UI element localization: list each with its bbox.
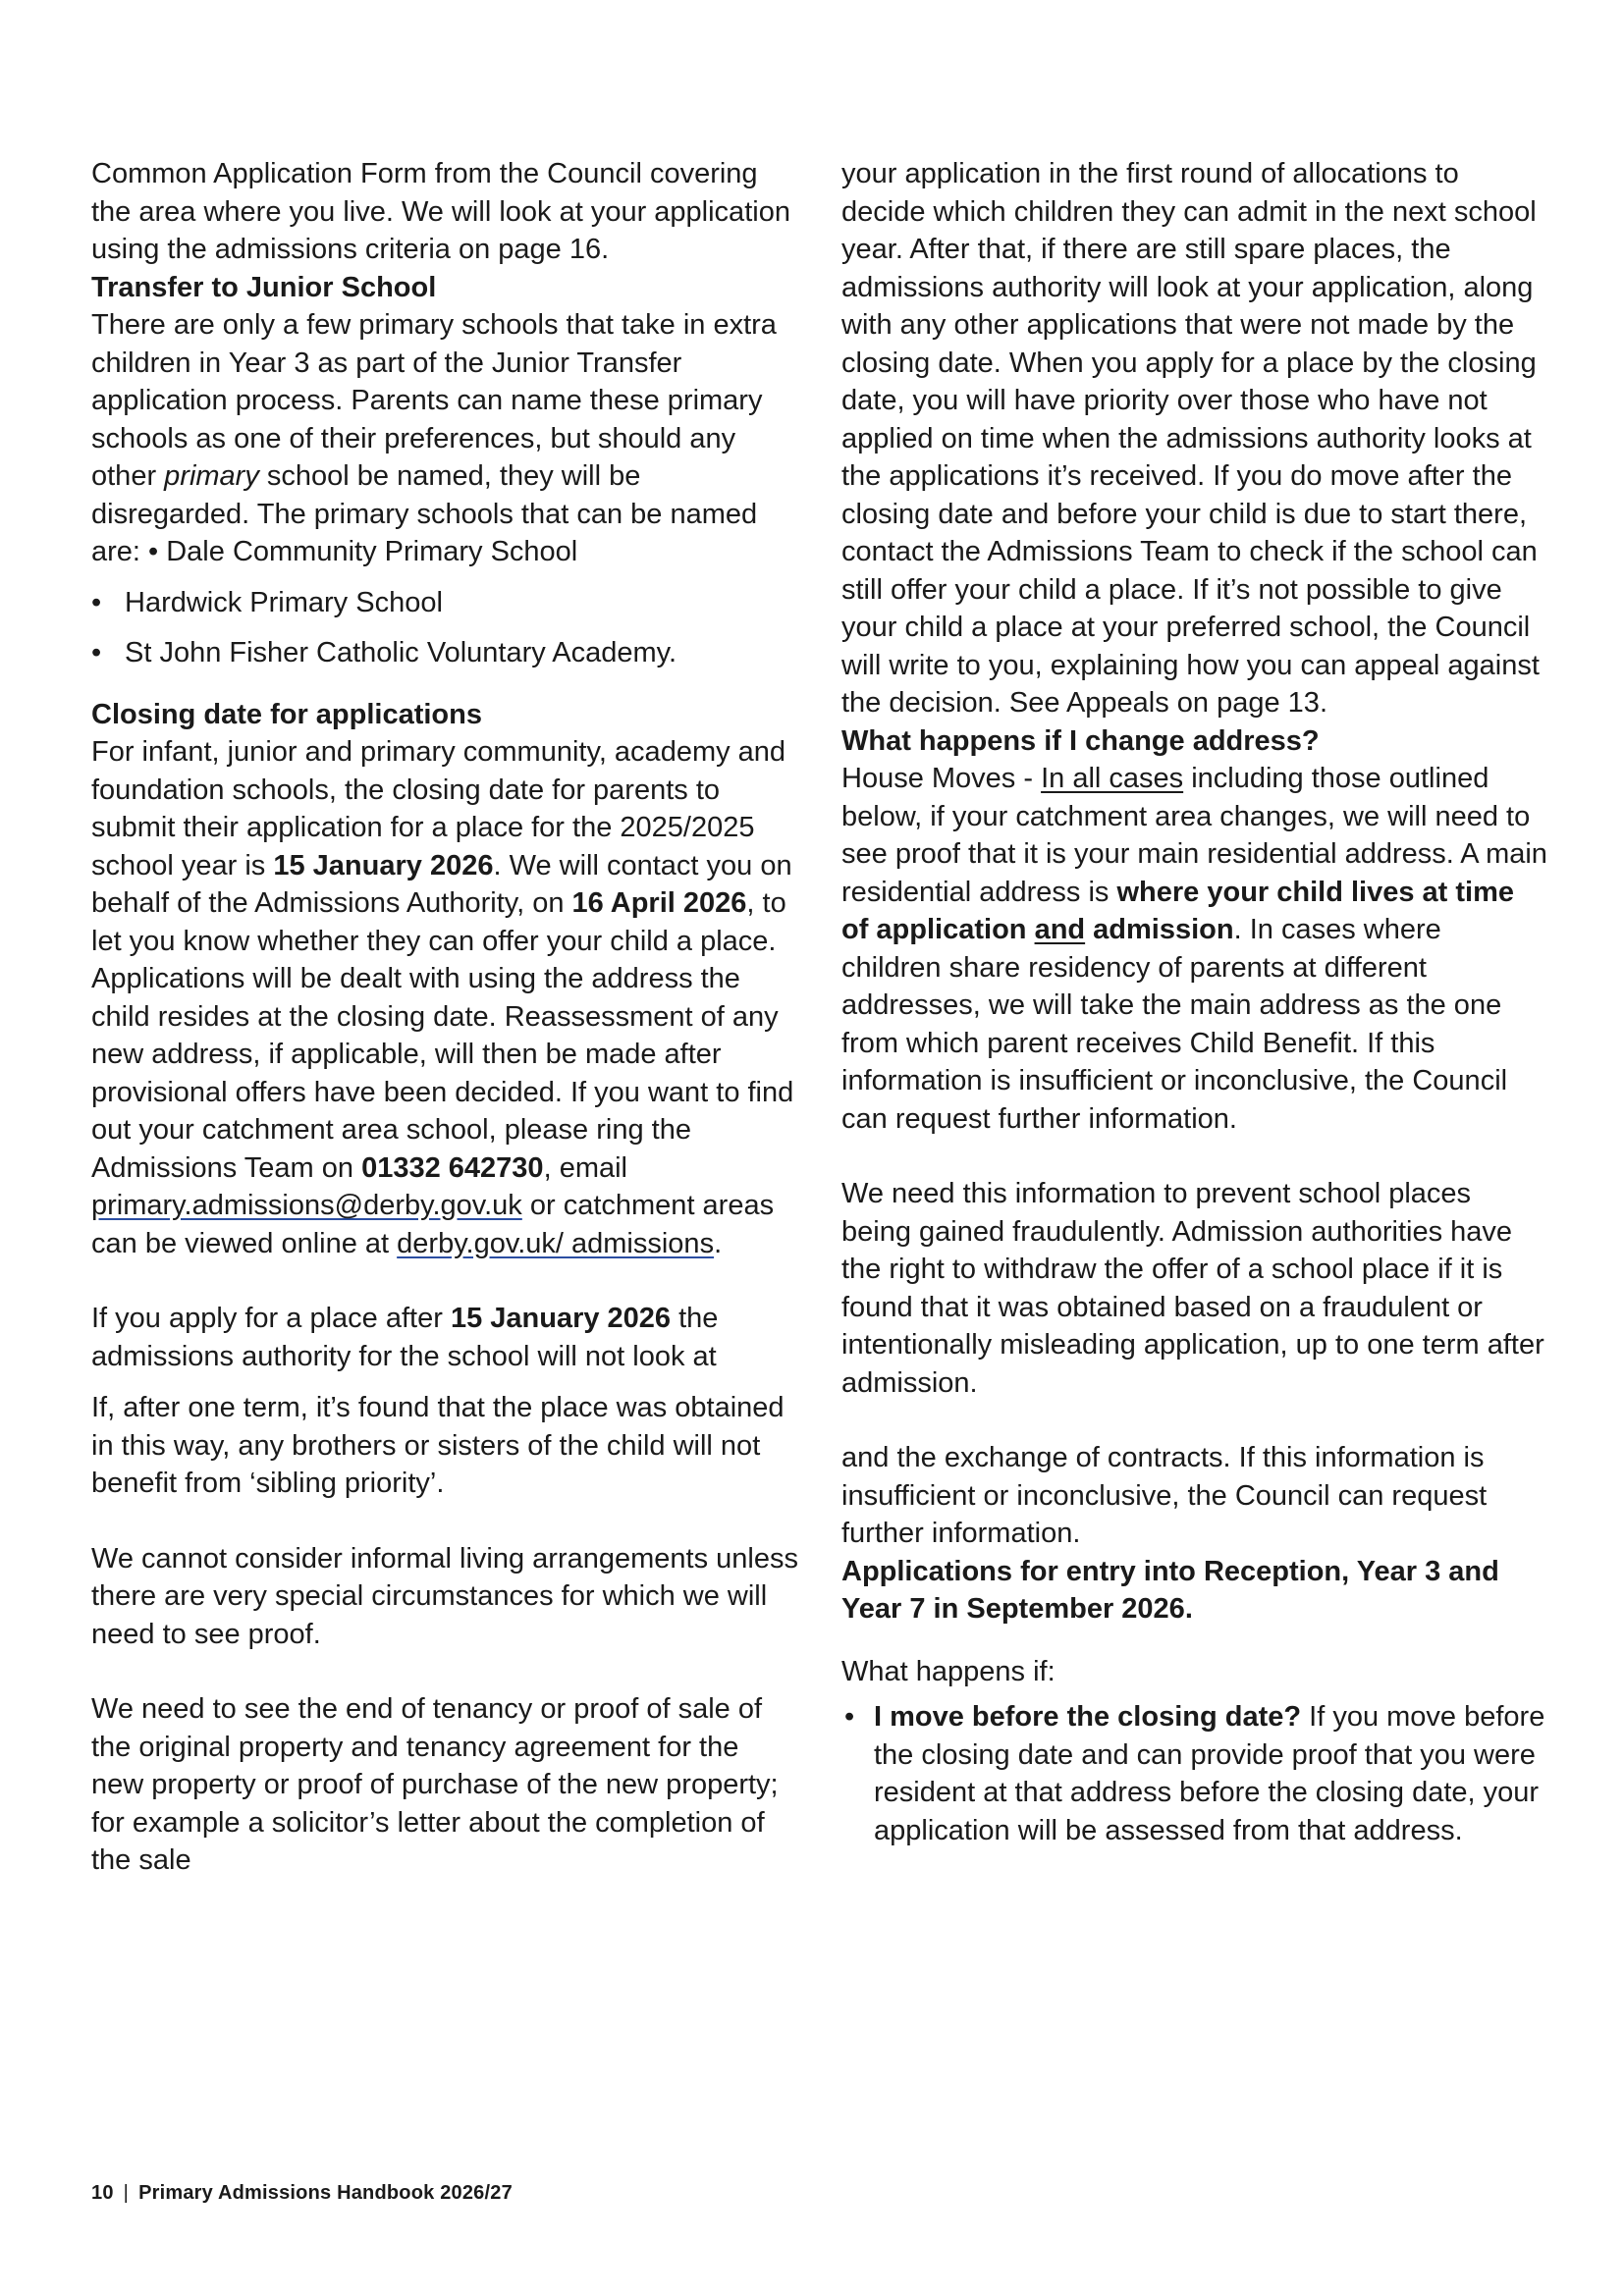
footer-title: Primary Admissions Handbook 2026/27: [138, 2182, 513, 2204]
entry-heading: Applications for entry into Reception, Year 3 and Year 7 in September 2026.: [841, 1555, 1499, 1625]
closing-date-paragraph: For infant, junior and primary community, academy and foundation schools, the closing date for parents to submit their application for a place for the 2025/2025 school year is 15 January 2026. We will contact you on behalf of the Admissions Authority, on 16 April 2026, to let you know whether they can offer your child a place. Applications will be dealt with using the address the child resides at the closing date. Reassessment of any new address, if applicable, will then be made after provisional offers have been decided. If you want to find out your catchment area school, please ring the Admissions Team on 01332 642730, email primary.admissions@derby.gov.uk or catchment areas can be viewed online at derby.gov.uk/ admissions.: [91, 736, 794, 1259]
transfer-heading: Transfer to Junior School: [91, 271, 437, 303]
tenancy-proof-paragraph: We need to see the end of tenancy or proof of sale of the original property and tenancy agreement for the new property or proof of purchase of the new property; for example a solicitor’s letter about the completion of the sale: [91, 1693, 779, 1876]
list-item: • St John Fisher Catholic Voluntary Academy.: [91, 634, 798, 672]
what-happens-label: What happens if:: [841, 1655, 1056, 1687]
continuation-paragraph: your application in the first round of allocations to decide which children they can admit in the next school year. After that, if there are still spare places, the admissions authority will look at your application, along with any other applications that were not made by the closing date. When you apply for a place by the closing date, you will have priority over those who have not applied on time when the admissions authority looks at the applications it’s received. If you do move after the closing date and before your child is due to start there, contact the Admissions Team to check if the school can still offer your child a place. If it’s not possible to give your child a place at your preferred school, the Council will write to you, explaining how you can appeal against the decision. See Appeals on page 13.: [841, 158, 1540, 719]
junior-schools-list: [91, 584, 798, 672]
list-item: • I move before the closing date? If you move before the closing date and can provide proof that you were resident at that address before the closing date, your application will be assessed from that address.: [841, 1698, 1548, 1849]
left-column: [91, 155, 798, 1880]
email-link[interactable]: primary.admissions@derby.gov.uk: [91, 1190, 522, 1221]
fraud-paragraph: We need this information to prevent school places being gained fraudulently. Admission authorities have the right to withdraw the offer of a school place if it is found that it was obtained based on a fraudulent or intentionally misleading application, up to one term after admission.: [841, 1178, 1544, 1399]
late-application-paragraph: If you apply for a place after 15 January 2026 the admissions authority for the school will not look at: [91, 1303, 719, 1372]
phone-number: 01332 642730: [361, 1151, 544, 1184]
sibling-priority-paragraph: If, after one term, it’s found that the place was obtained in this way, any brothers or sisters of the child will not benefit from ‘sibling priority’.: [91, 1392, 785, 1499]
page-footer: [91, 2182, 513, 2205]
page-number: 10: [91, 2182, 114, 2204]
house-moves-paragraph: House Moves - In all cases including those outlined below, if your catchment area changes, we will need to see proof that it is your main residential address. A main residential address is where your child lives at time of application and admission. In cases where children share residency of parents at different addresses, we will take the main address as the one from which parent receives Child Benefit. If this information is insufficient or inconclusive, the Council can request further information.: [841, 763, 1547, 1135]
footer-separator: |: [123, 2182, 130, 2204]
change-address-heading: What happens if I change address?: [841, 724, 1320, 757]
informal-arrangements-paragraph: We cannot consider informal living arrangements unless there are very special circumstances for which we will need to see proof.: [91, 1542, 798, 1650]
closing-date-heading: Closing date for applications: [91, 698, 482, 730]
intro-paragraph: Common Application Form from the Council covering the area where you live. We will look at your application using the admissions criteria on page 16.: [91, 158, 790, 265]
what-happens-list: [841, 1698, 1548, 1849]
transfer-paragraph: There are only a few primary schools that take in extra children in Year 3 as part of the Junior Transfer application process. Parents can name these primary schools as one of their preferences, but should any other primary school be named, they will be disregarded. The primary schools that can be named are: • Dale Community Primary School: [91, 309, 777, 567]
list-item: • Hardwick Primary School: [91, 584, 798, 622]
website-link[interactable]: derby.gov.uk/ admissions: [397, 1227, 715, 1259]
right-column: [841, 155, 1548, 1849]
exchange-contracts-paragraph: and the exchange of contracts. If this information is insufficient or inconclusive, the Council can request further information.: [841, 1442, 1488, 1549]
